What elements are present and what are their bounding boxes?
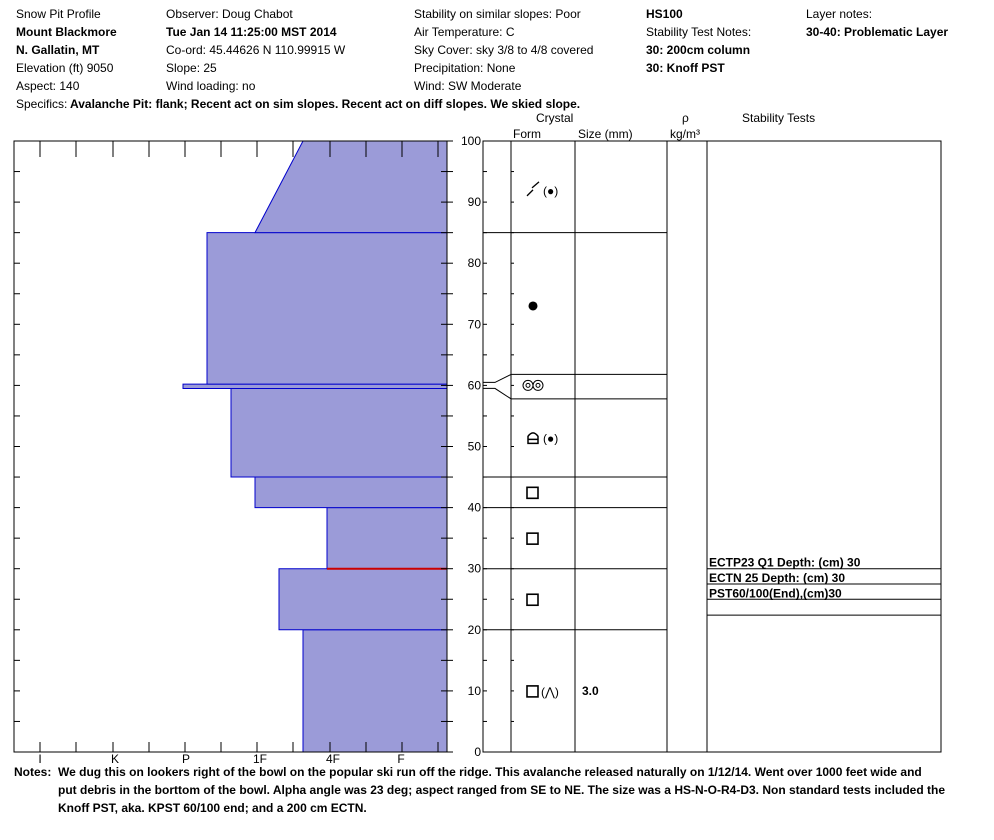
hardness-label-3: 1F <box>252 752 268 766</box>
header-stab-note-1: 30: 200cm column <box>646 43 751 57</box>
header-wind-loading: Wind loading: no <box>166 79 256 93</box>
rounded-paren-icon: (●) <box>543 431 559 446</box>
thin-layer-connector-bottom <box>483 388 511 398</box>
hardness-label-1: K <box>110 752 120 766</box>
header-precip: Precipitation: None <box>414 61 516 75</box>
melt-form-icon-b <box>533 380 543 390</box>
header-stab-notes-label: Stability Test Notes: <box>646 25 752 39</box>
header-coord: Co-ord: 45.44626 N 110.99915 W <box>166 43 346 57</box>
height-label-30: 30 <box>467 561 481 576</box>
crystal-6 <box>527 594 538 605</box>
crystal-header: Crystal <box>536 111 574 125</box>
hardness-layer-3 <box>255 477 447 508</box>
header-elevation: Elevation (ft) 9050 <box>16 61 114 75</box>
facet-icon <box>527 686 538 697</box>
hardness-layer-2 <box>327 508 447 569</box>
facet-icon <box>527 594 538 605</box>
crystal-size: 3.0 <box>582 683 599 698</box>
hardness-layer-1 <box>279 569 447 630</box>
stability-tests-column <box>707 556 941 615</box>
crystal-3 <box>528 431 558 445</box>
melt-form-icon-a <box>523 380 533 390</box>
stability-header: Stability Tests <box>742 111 816 125</box>
hardness-label-0: I <box>38 752 42 766</box>
hardness-layer-0 <box>303 630 447 752</box>
header-slope: Slope: 25 <box>166 61 217 75</box>
melt-form-icon-b-inner <box>536 383 540 387</box>
notes <box>14 763 944 817</box>
header-air-temp: Air Temperature: C <box>414 25 515 39</box>
height-label-50: 50 <box>467 439 481 454</box>
crystal-7 <box>527 684 599 699</box>
height-label-80: 80 <box>467 256 481 271</box>
melt-form-icon-a-inner <box>526 383 530 387</box>
rho-units-header: kg/m³ <box>670 127 700 141</box>
rounded-paren-icon: (●) <box>543 183 559 198</box>
decomposing-icon <box>527 182 539 196</box>
hardness-layer-4 <box>231 388 447 477</box>
stability-test-0: ECTP23 Q1 Depth: (cm) 30 <box>709 555 861 570</box>
notes-line-3: Knoff PST, aka. KPST 60/100 end; and a 200 cm ECTN. <box>58 801 367 815</box>
height-label-90: 90 <box>467 195 481 210</box>
hardness-layer-6 <box>207 233 447 385</box>
height-label-70: 70 <box>467 317 481 332</box>
facet-icon <box>527 487 538 498</box>
size-header: Size (mm) <box>578 127 633 141</box>
crystal-0 <box>527 182 558 198</box>
header-sky-cover: Sky Cover: sky 3/8 to 4/8 covered <box>414 43 594 57</box>
hardness-label-5: F <box>397 752 405 766</box>
header-layer-notes-label: Layer notes: <box>806 7 873 21</box>
height-label-40: 40 <box>467 500 481 515</box>
height-label-20: 20 <box>467 622 481 637</box>
depth-hoar-icon: (⋀) <box>541 684 559 699</box>
stability-test-2: PST60/100(End),(cm)30 <box>709 586 842 601</box>
height-label-0: 0 <box>474 745 481 759</box>
form-header: Form <box>513 127 541 141</box>
header-aspect: Aspect: 140 <box>16 79 80 93</box>
height-label-60: 60 <box>467 378 481 393</box>
hardness-label-4: 4F <box>325 752 341 766</box>
rounded-grain-icon <box>529 301 538 310</box>
hardness-profile <box>183 141 447 752</box>
hardness-layer-7 <box>255 141 447 233</box>
header-stability: Stability on similar slopes: Poor <box>414 7 581 21</box>
chart-frame <box>14 134 941 766</box>
crystal-1 <box>529 301 538 310</box>
header-hs: HS100 <box>646 7 683 21</box>
height-label-100: 100 <box>460 134 481 148</box>
rounded-facet-icon <box>528 433 538 444</box>
hardness-label-2: P <box>181 752 191 766</box>
hardness-layer-5 <box>183 384 447 388</box>
header-location: Mount Blackmore <box>16 25 117 39</box>
header-stab-note-2: 30: Knoff PST <box>646 61 725 75</box>
thin-layer-connector-top <box>483 374 511 382</box>
header-observer: Observer: Doug Chabot <box>166 7 293 21</box>
notes-line-2: put debris in the borttom of the bowl. Alpha angle was 23 deg; aspect ranged from SE to NE. The size was a HS-N-O-R4-D3. Non standard tests included the <box>58 783 946 797</box>
header-title: Snow Pit Profile <box>16 7 101 21</box>
stability-test-1: ECTN 25 Depth: (cm) 30 <box>709 570 846 585</box>
notes-line-1: We dug this on lookers right of the bowl on the popular ski run off the ridge. This avalanche released naturally on 1/12/14. Went over 1000 feet wide and <box>58 765 922 779</box>
rho-header: ρ <box>682 111 689 125</box>
specifics-text: Avalanche Pit: flank; Recent act on sim slopes. Recent act on diff slopes. We skied slope. <box>70 97 581 111</box>
crystal-2 <box>523 380 543 390</box>
facet-icon <box>527 533 538 544</box>
header-datetime: Tue Jan 14 11:25:00 MST 2014 <box>166 25 337 39</box>
crystal-4 <box>527 487 538 498</box>
crystal-5 <box>527 533 538 544</box>
header-layer-note: 30-40: Problematic Layer <box>806 25 949 39</box>
header-region: N. Gallatin, MT <box>16 43 100 57</box>
header-wind: Wind: SW Moderate <box>414 79 522 93</box>
specifics-label: Specifics: <box>16 97 68 111</box>
crystal-column <box>523 182 599 699</box>
height-label-10: 10 <box>467 683 481 698</box>
notes-label: Notes: <box>14 765 52 779</box>
